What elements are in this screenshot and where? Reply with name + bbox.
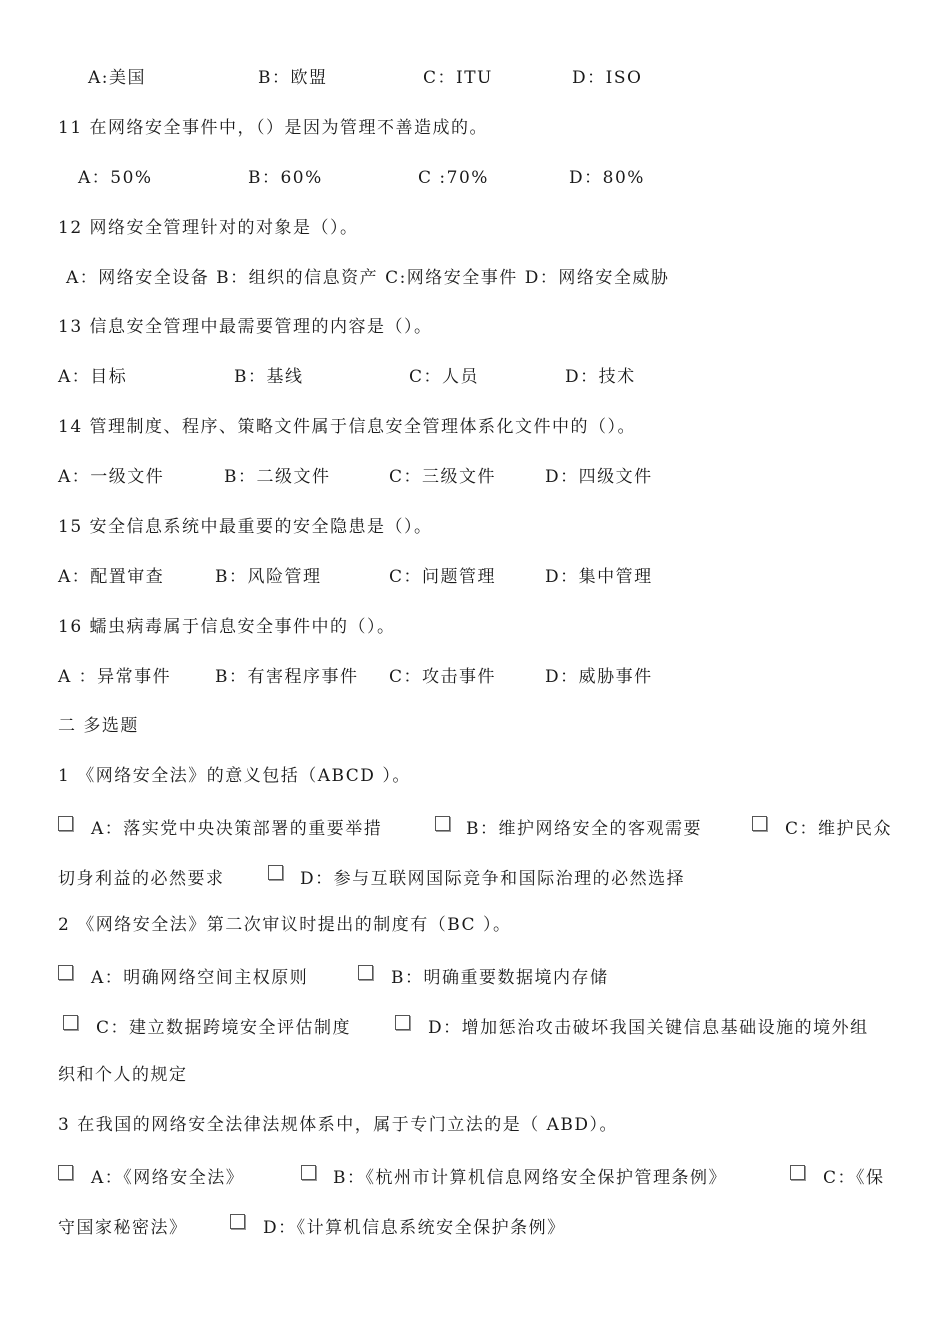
m1-checkbox-c[interactable]	[752, 816, 767, 831]
q13-stem: 13 信息安全管理中最需要管理的内容是（）。	[58, 317, 433, 337]
m1-stem: 1 《网络安全法》的意义包括（ABCD ）。	[58, 766, 411, 786]
m3-checkbox-d[interactable]	[230, 1214, 245, 1229]
m3-stem: 3 在我国的网络安全法律法规体系中，属于专门立法的是（ ABD）。	[58, 1115, 619, 1135]
q14-option-c: C：三级文件	[389, 467, 497, 487]
m1-checkbox-a[interactable]	[58, 816, 73, 831]
q15-option-b: B：风险管理	[215, 567, 322, 587]
q11-option-a: A：50%	[78, 168, 153, 188]
q10-option-a: A:美国	[88, 68, 147, 88]
q15-option-c: C：问题管理	[389, 567, 497, 587]
q15-stem: 15 安全信息系统中最重要的安全隐患是（）。	[58, 517, 433, 537]
m2-option-b: B：明确重要数据境内存储	[391, 968, 609, 988]
q12-stem: 12 网络安全管理针对的对象是（）。	[58, 218, 359, 238]
m2-option-c: C：建立数据跨境安全评估制度	[96, 1018, 352, 1038]
m2-checkbox-d[interactable]	[395, 1015, 410, 1030]
q16-stem: 16 蠕虫病毒属于信息安全事件中的（）。	[58, 617, 396, 637]
m2-option-d-part2: 织和个人的规定	[58, 1065, 188, 1085]
m3-option-c-part1: C：《保	[823, 1168, 885, 1188]
q11-option-b: B：60%	[248, 168, 323, 188]
q13-option-a: A：目标	[58, 367, 128, 387]
q14-option-a: A：一级文件	[58, 467, 165, 487]
q10-option-d: D：ISO	[572, 68, 643, 88]
m3-option-b: B：《杭州市计算机信息网络安全保护管理条例》	[333, 1168, 727, 1188]
q12-options: A：网络安全设备 B：组织的信息资产 C:网络安全事件 D：网络安全威胁	[66, 268, 670, 288]
m1-option-a: A：落实党中央决策部署的重要举措	[91, 819, 383, 839]
q11-stem: 11 在网络安全事件中，（）是因为管理不善造成的。	[58, 118, 489, 138]
q16-option-c: C：攻击事件	[389, 667, 497, 687]
m1-option-c-part1: C：维护民众	[785, 819, 893, 839]
m1-checkbox-d[interactable]	[268, 865, 283, 880]
q16-option-d: D：威胁事件	[545, 667, 653, 687]
m2-checkbox-b[interactable]	[358, 965, 373, 980]
m3-checkbox-c[interactable]	[790, 1165, 805, 1180]
m2-stem: 2 《网络安全法》第二次审议时提出的制度有（BC ）。	[58, 915, 512, 935]
q15-option-d: D：集中管理	[545, 567, 653, 587]
q16-option-a: A ：异常事件	[58, 667, 172, 687]
section-heading-multiple-choice: 二 多选题	[58, 716, 139, 736]
m3-option-d: D：《计算机信息系统安全保护条例》	[263, 1218, 566, 1238]
m3-checkbox-a[interactable]	[58, 1165, 73, 1180]
m2-checkbox-a[interactable]	[58, 965, 73, 980]
m1-option-d: D：参与互联网国际竞争和国际治理的必然选择	[300, 869, 686, 889]
m3-option-c-part2: 守国家秘密法》	[58, 1218, 188, 1238]
m3-option-a: A：《网络安全法》	[91, 1168, 245, 1188]
q13-option-d: D：技术	[565, 367, 636, 387]
q11-option-c: C :70%	[418, 168, 489, 188]
q14-option-b: B：二级文件	[224, 467, 331, 487]
m1-checkbox-b[interactable]	[435, 816, 450, 831]
q11-option-d: D：80%	[569, 168, 645, 188]
q14-option-d: D：四级文件	[545, 467, 653, 487]
q10-option-c: C：ITU	[423, 68, 493, 88]
m2-checkbox-c[interactable]	[63, 1015, 78, 1030]
m3-checkbox-b[interactable]	[301, 1165, 316, 1180]
q13-option-c: C：人员	[409, 367, 480, 387]
q15-option-a: A：配置审查	[58, 567, 165, 587]
m2-option-a: A：明确网络空间主权原则	[91, 968, 309, 988]
q14-stem: 14 管理制度、程序、策略文件属于信息安全管理体系化文件中的（）。	[58, 417, 637, 437]
m2-option-d-part1: D：增加惩治攻击破坏我国关键信息基础设施的境外组	[428, 1018, 869, 1038]
q13-option-b: B：基线	[234, 367, 304, 387]
q16-option-b: B：有害程序事件	[215, 667, 359, 687]
q10-option-b: B：欧盟	[258, 68, 328, 88]
m1-option-c-part2: 切身利益的必然要求	[58, 869, 225, 889]
m1-option-b: B：维护网络安全的客观需要	[466, 819, 702, 839]
